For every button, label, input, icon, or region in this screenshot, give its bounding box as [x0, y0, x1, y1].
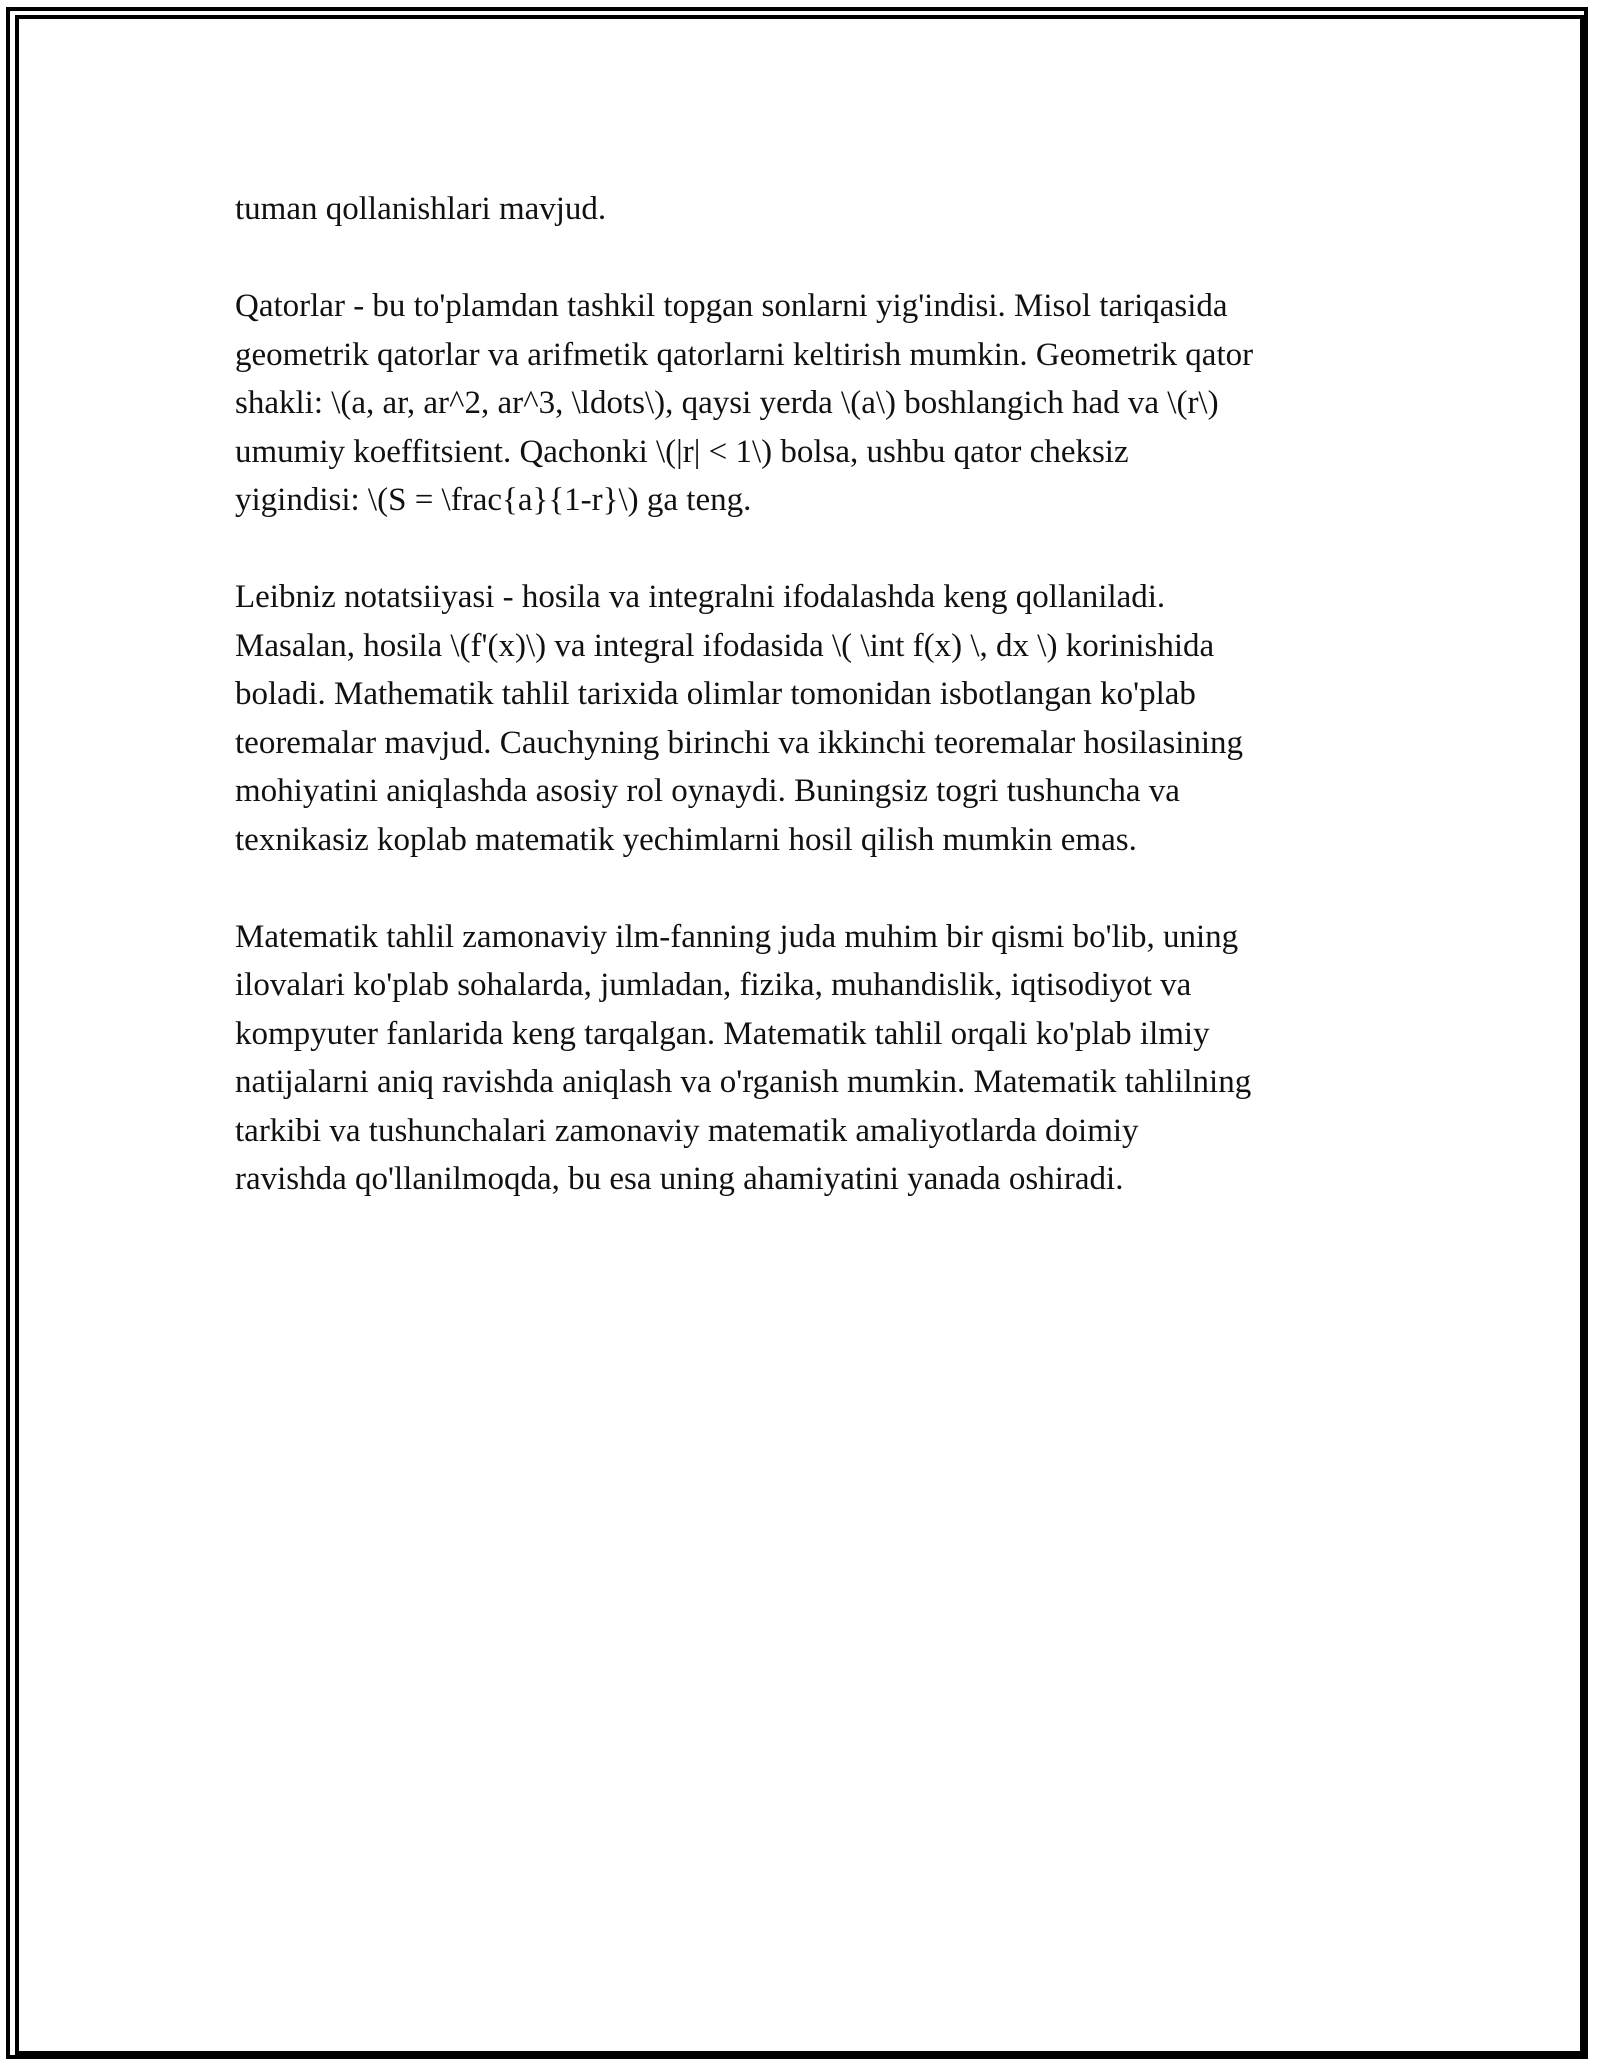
text-line: texnikasiz koplab matematik yechimlarni hosil qilish mumkin emas.	[235, 821, 1137, 858]
text-line: natijalarni aniq ravishda aniqlash va o'rganish mumkin. Matematik tahlilning	[235, 1064, 1252, 1100]
paragraph-leibniz	[235, 573, 1385, 864]
text-line: Leibniz notatsiiyasi - hosila va integralni ifodalashda keng qollaniladi.	[235, 579, 1166, 615]
text-line: Matematik tahlil zamonaviy ilm-fanning juda muhim bir qismi bo'lib, uning	[235, 918, 1239, 955]
text-line: shakli: \(a, ar, ar^2, ar^3, \ldots\), qaysi yerda \(a\) boshlangich had va \(r\)	[235, 385, 1219, 421]
text-line: umumiy koeffitsient. Qachonki \(|r| < 1\) bolsa, ushbu qator cheksiz	[235, 433, 1129, 470]
paragraph-series	[235, 282, 1385, 525]
text-line: Masalan, hosila \(f'(x)\) va integral ifodasida \( \int f(x) \, dx \) korinishida	[235, 627, 1215, 664]
text-line: ravishda qo'llanilmoqda, bu esa uning ahamiyatini yanada oshiradi.	[235, 1161, 1124, 1197]
text-line: boladi. Mathematik tahlil tarixida olimlar tomonidan isbotlangan ko'plab	[235, 676, 1196, 712]
document-body	[235, 185, 1385, 1252]
text-line: Qatorlar - bu to'plamdan tashkil topgan sonlarni yig'indisi. Misol tariqasida	[235, 288, 1228, 324]
text-line: tuman qollanishlari mavjud.	[235, 191, 607, 227]
text-line: geometrik qatorlar va arifmetik qatorlarni keltirish mumkin. Geometrik qator	[235, 336, 1254, 373]
paragraph-continuation	[235, 185, 1385, 234]
text-line: tarkibi va tushunchalari zamonaviy matematik amaliyotlarda doimiy	[235, 1112, 1139, 1149]
paragraph-conclusion	[235, 913, 1385, 1204]
text-line: mohiyatini aniqlashda asosiy rol oynaydi. Buningsiz togri tushuncha va	[235, 773, 1180, 809]
text-line: kompyuter fanlarida keng tarqalgan. Matematik tahlil orqali ko'plab ilmiy	[235, 1015, 1210, 1052]
text-line: ilovalari ko'plab sohalarda, jumladan, fizika, muhandislik, iqtisodiyot va	[235, 967, 1192, 1003]
text-line: yigindisi: \(S = \frac{a}{1-r}\) ga teng.	[235, 482, 752, 518]
text-line: teoremalar mavjud. Cauchyning birinchi va ikkinchi teoremalar hosilasining	[235, 724, 1244, 761]
